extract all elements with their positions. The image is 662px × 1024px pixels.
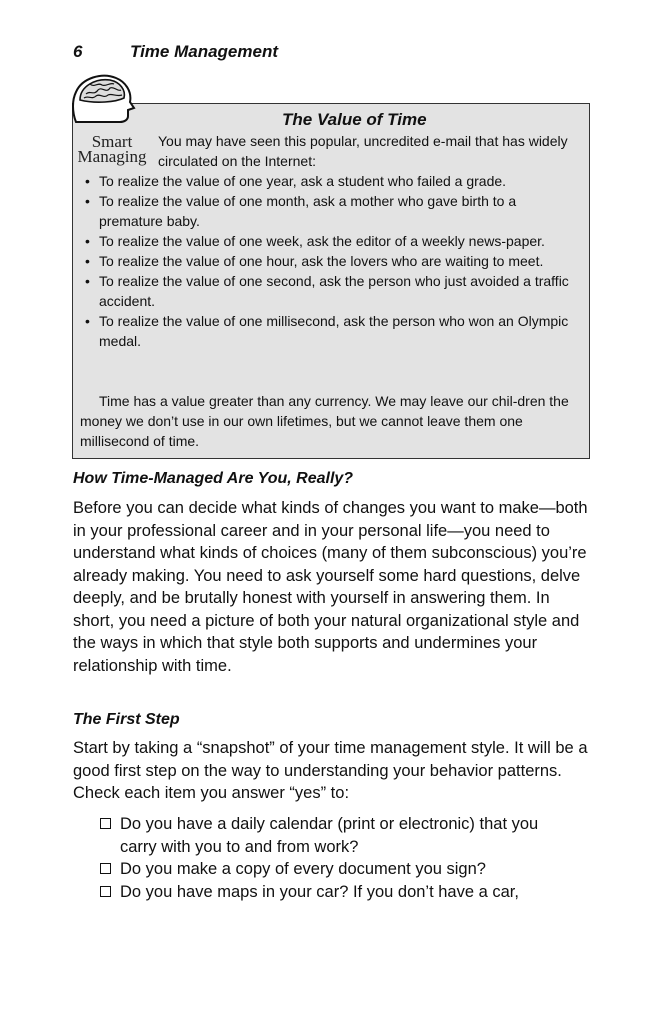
checkbox[interactable] [100,863,111,874]
section-body: Start by taking a “snapshot” of your time management style. It will be a good first step on the way to understanding your behavior patterns. Check each item you answer “yes” to: [73,739,588,802]
running-header [73,42,278,62]
section-heading: The First Step [73,711,180,728]
sidebar-bullet: • To realize the value of one second, ask the person who just avoided a traffic accident. [85,273,569,309]
sidebar-intro: You may have seen this popular, uncredited e-mail that has widely circulated on the Internet: [158,133,568,169]
sidebar-bullet: • To realize the value of one millisecond, ask the person who won an Olympic medal. [85,313,569,349]
checklist-item[interactable]: Do you have maps in your car? If you don’t have a car, [100,881,570,904]
checklist [100,813,570,903]
sidebar-bullet: • To realize the value of one month, ask a mother who gave birth to a premature baby. [85,193,517,229]
checklist-item[interactable]: Do you make a copy of every document you sign? [100,858,570,881]
running-title: Time Management [130,42,279,61]
sidebar-bullet: • To realize the value of one week, ask the editor of a weekly news-paper. [85,233,545,249]
checkbox[interactable] [100,818,111,829]
sidebar-bullet-list [83,171,583,351]
sidebar-title: The Value of Time [282,110,427,129]
sidebar-bullet: • To realize the value of one hour, ask the lovers who are waiting to meet. [85,253,544,269]
page-number: 6 [73,42,83,61]
sidebar-closing: Time has a value greater than any currency. We may leave our chil-dren the money we don’t use in our own lifetimes, but we cannot leave them one millisecond of time. [80,393,569,449]
sidebar-bullet: • To realize the value of one year, ask a student who failed a grade. [85,173,507,189]
checklist-item[interactable]: Do you have a daily calendar (print or electronic) that you carry with you to and from work? [100,813,570,858]
section-heading: How Time-Managed Are You, Really? [73,470,354,487]
checkbox[interactable] [100,886,111,897]
brain-head-icon [66,72,138,130]
smart-managing-label: Smart Managing [77,132,147,166]
section-body: Before you can decide what kinds of changes you want to make—both in your professional career and in your personal life—you need to understand what kinds of choices (many of them subconscious) you’re already making. You need to ask yourself some hard questions, delve deeply, and be brutally honest with yourself in answering them. In short, you need a picture of both your natural organizational style and the ways in which that style both supports and undermines your relationship with time. [73,499,588,675]
